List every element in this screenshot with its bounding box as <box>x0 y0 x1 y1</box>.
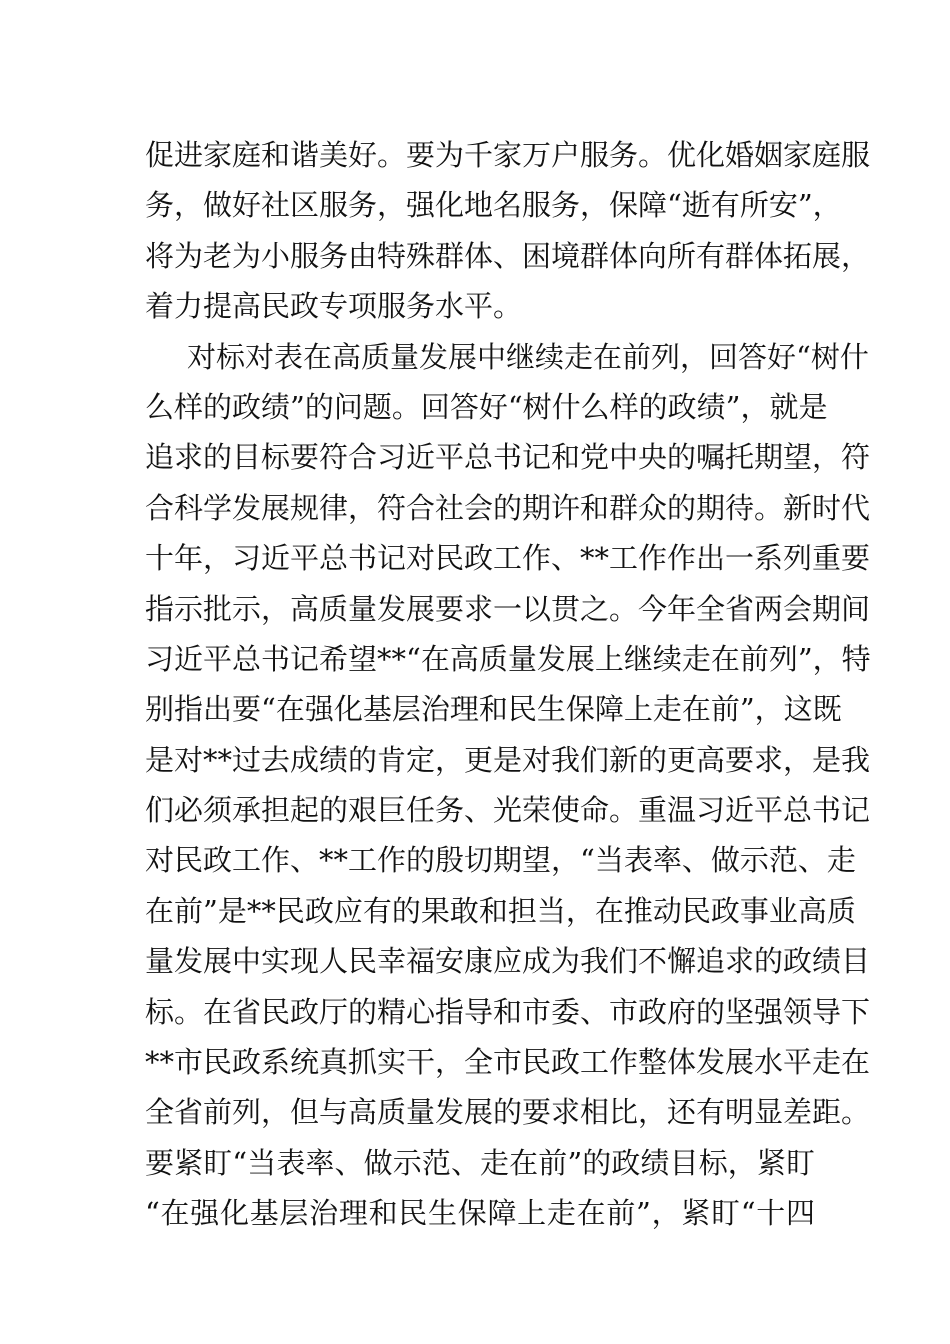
text-line: 对标对表在高质量发展中继续走在前列，回答好“树什 <box>187 339 869 374</box>
text-line: 么样的政绩”的问题。回答好“树什么样的政绩”，就是 <box>145 389 828 424</box>
document-body <box>145 130 871 1239</box>
text-line: 在前”是**民政应有的果敢和担当，在推动民政事业高质 <box>145 893 856 928</box>
text-line: 追求的目标要符合习近平总书记和党中央的嘱托期望，符 <box>145 440 871 475</box>
paragraph-2 <box>145 332 871 1239</box>
text-line: 对民政工作、**工作的殷切期望，“当表率、做示范、走 <box>145 843 856 878</box>
text-line: 别指出要“在强化基层治理和民生保障上走在前”，这既 <box>145 692 842 727</box>
paragraph-1 <box>145 130 871 332</box>
text-line: 十年，习近平总书记对民政工作、**工作作出一系列重要 <box>145 541 871 576</box>
text-line: 务，做好社区服务，强化地名服务，保障“逝有所安”， <box>145 188 842 223</box>
text-line: 要紧盯“当表率、做示范、走在前”的政绩目标，紧盯 <box>145 1145 815 1180</box>
text-line: 习近平总书记希望**“在高质量发展上继续走在前列”，特 <box>145 641 871 676</box>
text-line: 全省前列，但与高质量发展的要求相比，还有明显差距。 <box>145 1095 871 1130</box>
text-line: 们必须承担起的艰巨任务、光荣使命。重温习近平总书记 <box>145 793 871 828</box>
text-line: 标。在省民政厅的精心指导和市委、市政府的坚强领导下 <box>145 994 871 1029</box>
text-line: **市民政系统真抓实干，全市民政工作整体发展水平走在 <box>145 1045 871 1080</box>
text-line: 合科学发展规律，符合社会的期许和群众的期待。新时代 <box>145 490 871 525</box>
text-line: “在强化基层治理和民生保障上走在前”，紧盯“十四 <box>145 1196 815 1231</box>
text-line: 指示批示，高质量发展要求一以贯之。今年全省两会期间 <box>145 591 871 626</box>
text-line: 将为老为小服务由特殊群体、困境群体向所有群体拓展， <box>145 238 871 273</box>
text-line: 是对**过去成绩的肯定，更是对我们新的更高要求，是我 <box>145 742 871 777</box>
text-line: 量发展中实现人民幸福安康应成为我们不懈追求的政绩目 <box>145 944 871 979</box>
text-line: 促进家庭和谐美好。要为千家万户服务。优化婚姻家庭服 <box>145 138 871 172</box>
text-line: 着力提高民政专项服务水平。 <box>145 289 523 324</box>
